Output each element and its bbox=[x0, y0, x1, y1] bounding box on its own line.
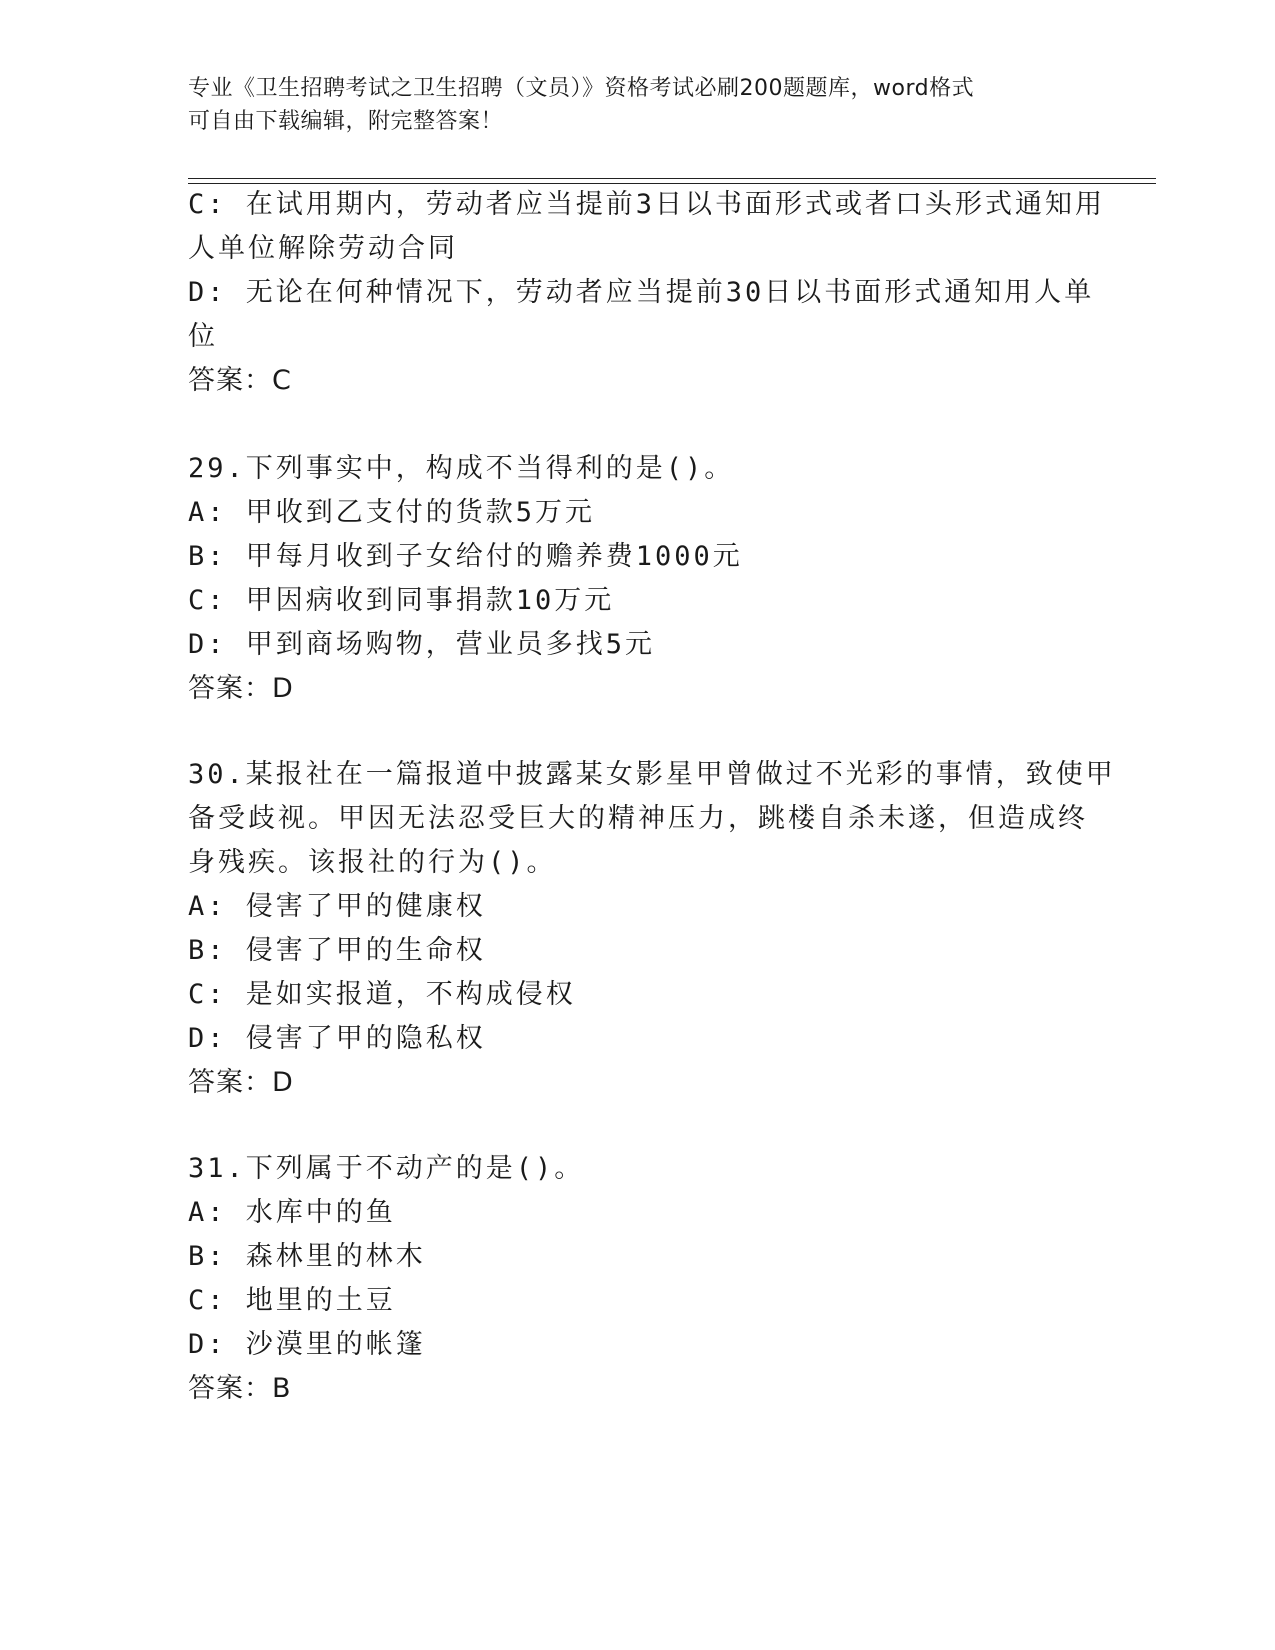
q30-stem-line-3: 身残疾。该报社的行为()。 bbox=[188, 847, 557, 878]
q31-answer: 答案：B bbox=[188, 1373, 292, 1404]
q30-stem-line-1: 30.某报社在一篇报道中披露某女影星甲曾做过不光彩的事情，致使甲 bbox=[188, 759, 1116, 790]
q30-stem-line-2: 备受歧视。甲因无法忍受巨大的精神压力，跳楼自杀未遂，但造成终 bbox=[188, 803, 1088, 834]
prev-option-d-line-2: 位 bbox=[188, 321, 218, 352]
header-line-1: 专业《卫生招聘考试之卫生招聘（文员）》资格考试必刷200题题库，word格式 bbox=[188, 76, 975, 101]
q29-answer: 答案：D bbox=[188, 673, 294, 704]
q30-option-c: C: 是如实报道，不构成侵权 bbox=[188, 979, 576, 1010]
prev-option-c-line-2: 人单位解除劳动合同 bbox=[188, 233, 458, 264]
document-header bbox=[188, 72, 1088, 138]
q30-answer: 答案：D bbox=[188, 1067, 294, 1098]
q31-option-c: C: 地里的土豆 bbox=[188, 1285, 396, 1316]
header-line-2: 可自由下载编辑，附完整答案！ bbox=[188, 109, 504, 134]
prev-answer: 答案：C bbox=[188, 365, 292, 396]
q29-option-a: A: 甲收到乙支付的货款5万元 bbox=[188, 497, 596, 528]
q31-stem: 31.下列属于不动产的是()。 bbox=[188, 1153, 585, 1184]
q30-option-b: B: 侵害了甲的生命权 bbox=[188, 935, 486, 966]
q31-option-d: D: 沙漠里的帐篷 bbox=[188, 1329, 426, 1360]
q29-option-c: C: 甲因病收到同事捐款10万元 bbox=[188, 585, 615, 616]
header-divider-top bbox=[188, 178, 1156, 179]
q31-option-b: B: 森林里的林木 bbox=[188, 1241, 426, 1272]
prev-option-d-line-1: D: 无论在何种情况下，劳动者应当提前30日以书面形式通知用人单 bbox=[188, 277, 1095, 308]
q29-option-b: B: 甲每月收到子女给付的赡养费1000元 bbox=[188, 541, 743, 572]
q29-stem: 29.下列事实中，构成不当得利的是()。 bbox=[188, 453, 735, 484]
header-divider-bottom bbox=[188, 183, 1156, 184]
q30-option-d: D: 侵害了甲的隐私权 bbox=[188, 1023, 486, 1054]
q29-option-d: D: 甲到商场购物，营业员多找5元 bbox=[188, 629, 656, 660]
q31-option-a: A: 水库中的鱼 bbox=[188, 1197, 396, 1228]
q30-option-a: A: 侵害了甲的健康权 bbox=[188, 891, 486, 922]
prev-option-c-line-1: C: 在试用期内，劳动者应当提前3日以书面形式或者口头形式通知用 bbox=[188, 189, 1106, 220]
